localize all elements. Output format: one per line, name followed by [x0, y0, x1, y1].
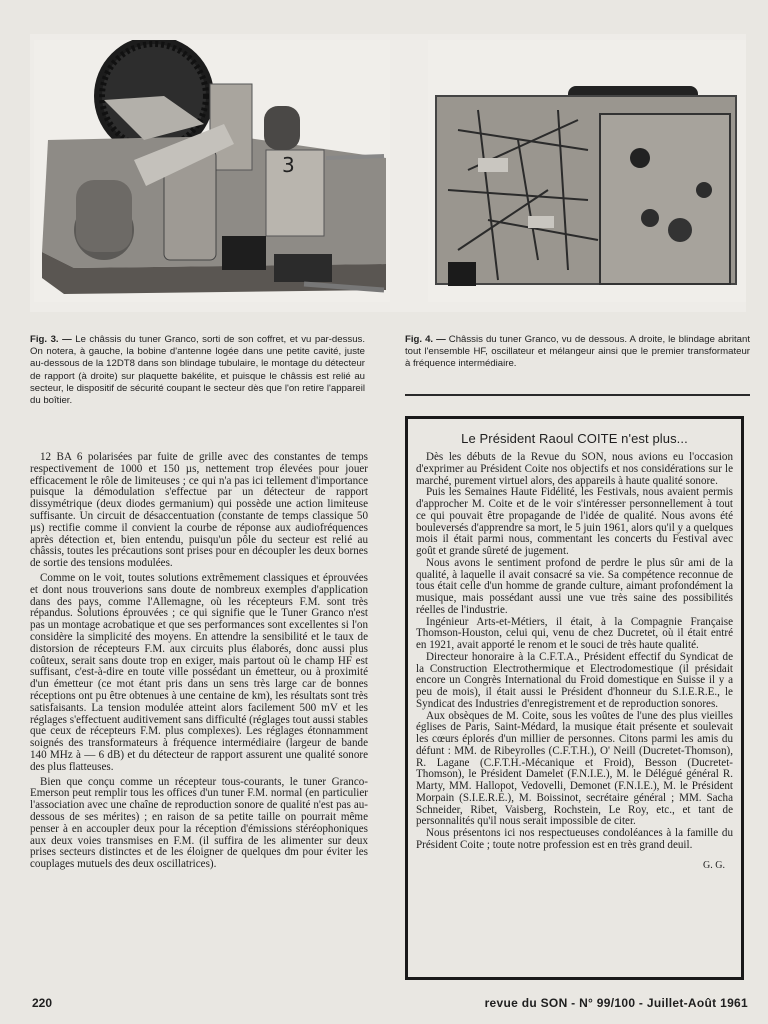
- obituary-paragraph: Puis les Semaines Haute Fidélité, les Festivals, nous avaient permis d'approcher M. Coite et de le voir s'intéresser personnellement à tout ce qui pouvait être propagande de l'idée de qualité. Nous avons été bouleversés d'apprendre sa mort, le 5 juin 1961, alors qu'il y a quelques mois il était parmi nous, commentant les concerts du Festival avec goût et grande sûreté de jugement.: [416, 486, 734, 557]
- obituary-paragraph: Nous présentons ici nos respectueuses condoléances à la famille du Président Coite ; toute notre profession est en très grand deuil.: [416, 827, 733, 851]
- photo-chassis-top: [34, 40, 390, 302]
- obituary-paragraph: Nous avons le sentiment profond de perdre le plus sûr ami de la qualité, à laquelle il avait consacré sa vie. Sa compétence reconnue de tous était celle d'un homme de grande culture, aimant profondément la musique, mais possédant aussi une vue très saine des possibilités réelles de l'industrie.: [416, 556, 733, 616]
- coil-marking: 3: [282, 153, 295, 177]
- chassis-top-illustration: [34, 40, 390, 302]
- chassis-bottom-illustration: [428, 40, 746, 302]
- obituary-title: Le Président Raoul COITE n'est plus...: [461, 431, 688, 446]
- photo-band: [30, 34, 746, 312]
- obituary-box: [405, 416, 744, 980]
- article-column: [30, 452, 368, 982]
- figure-3-caption: [30, 334, 365, 407]
- figure-3-label: Fig. 3. —: [30, 334, 72, 345]
- figure-4-text: Châssis du tuner Granco, vu de dessous. A droite, le blindage abritant tout l'ensemble HF, oscillateur et mélangeur ainsi que le premier transformateur à fréquence intermédiaire.: [405, 334, 750, 370]
- obituary-signature: G. G.: [703, 859, 725, 871]
- obituary-paragraph: Directeur honoraire à la C.F.T.A., Président effectif du Syndicat de la Construction Electrothermique et Electrodomestique (il présidait encore un Congrès International du Froid domestique en Suisse il y a peu de mois), il était aussi le Président d'honneur du S.I.E.R.E., le Syndicat des Industries d'enregistrement et de reproduction sonores.: [416, 650, 733, 710]
- figure-4-caption: [405, 334, 750, 371]
- obituary-paragraph: Aux obsèques de M. Coite, sous les voûtes de l'une des plus vieilles églises de Paris, Saint-Médard, la musique était présente et soulevait les cœurs éplorés d'un millier de personnes. Citons parmi les amis du défunt : MM. de Ribeyrolles (C.F.T.H.), O' Neill (Ducretet-Thomson), R. Lagane (C.F.T.H.-Mécanique et Froid), Besson (Ducretet-Thomson), le Président Damelet (F.N.I.E.), M. le Délégué général R. Marty, MM. Hallopot, Vedovelli, Demonet (F.N.I.E.), M. le Président Morpain (S.I.E.R.E.), M. Boissinot, secrétaire général ; MM. Sacha Schneider, Ribet, Vaisberg, Rochstein, Le Roy, etc., et tant de personnalités qu'il nous serait impossible de citer.: [416, 709, 733, 828]
- article-paragraph: Bien que conçu comme un récepteur tous-courants, le tuner Granco-Emerson peut remplir tous les offices d'un tuner F.M. normal (en particulier l'association avec une chaîne de reproduction sonore de qualité n'est pas au-dessous de ses mérites) ; en raison de sa petite taille on pourrait même penser à en accoupler deux pour la réception d'émissions stéréophoniques aux deux voies transmises en F.M. (il suffira de les alimenter sur deux prises secteurs distinctes et de les éloigner de quelques dm pour éviter les couplages mutuels des deux oscillatrices).: [30, 775, 368, 871]
- photo-chassis-bottom: [428, 40, 746, 302]
- figure-3-text: Le châssis du tuner Granco, sorti de son coffret, et vu par-dessus. On notera, à gauche, la bobine d'antenne logée dans une petite cavité, juste au-dessous de la 12DT8 dans son blindage tubulaire, le montage du détecteur de rapport (à droite) sur plaquette bakélite, et puisque le châssis est relié au secteur, le dispositif de sécurité coupant le secteur dès que l'on retire l'appareil du boîtier.: [30, 334, 365, 407]
- article-paragraph: 12 BA 6 polarisées par fuite de grille avec des constantes de temps respectivement de 1000 et 150 µs, nettement trop élevées pour jouer efficacement le rôle de limiteuses ; ce qui n'a pas ici tellement d'importance puisque la démodulation s'effectue par un détecteur de rapport dissymétrique (deux diodes germanium) qui possède une action limiteuse suffisante. Un circuit de désaccentuation (constante de temps classique 50 µs) rectifie comme il convient la courbe de réponse aux audiofréquences après détection et, bien entendu, puisqu'un pôle du secteur est relié au châssis, toutes les précautions sont prises pour en découpler les deux bornes de sortie des tensions modulées.: [30, 452, 368, 570]
- publication-footer: revue du SON - N° 99/100 - Juillet-Août 1961: [484, 996, 748, 1010]
- figure-4-label: Fig. 4. —: [405, 334, 446, 345]
- caption-divider: [405, 394, 750, 396]
- page-number: 220: [32, 996, 53, 1010]
- obituary-paragraph: Dès les débuts de la Revue du SON, nous avions eu l'occasion d'exprimer au Président Coite nos objectifs et nos considérations sur le marché, purement virtuel alors, des appareils à haute qualité sonore.: [416, 451, 733, 487]
- obituary-paragraph: Ingénieur Arts-et-Métiers, il était, à la Compagnie Française Thomson-Houston, celui qui, venu de chez Ducretet, où il était entré en 1921, avait apporté le renom et le souci de très haute qualité.: [416, 615, 733, 651]
- article-paragraph: Comme on le voit, toutes solutions extrêmement classiques et éprouvées et dont nous trouverions sans doute de nombreux exemples d'application dans des pays, comme l'Allemagne, où les récepteurs F.M. sont très répandus. Solutions éprouvées ; ce qui signifie que le Tuner Granco n'est pas un montage acrobatique et que ses performances sont excellentes si l'on considère la simplicité des moyens. En attendre la sensibilité et le taux de distorsion de récepteurs F.M. aux circuits plus élaborés, donc aussi plus coûteux, serait sans doute trop en exiger, mais partout où le champ HF est suffisant, c'est-à-dire en toute ville possédant un émetteur, ou à proximité d'un émetteur (ce mot étant pris dans un sens très large car de bonnes réceptions ont pu être obtenues à une centaine de km), les résultats sont très satisfaisants. La tension modulée atteint alors facilement 500 mV et les réglages s'effectuent auditivement sans difficulté (réglages tout aussi stables que ceux de récepteurs F.M. plus complexes). Les réglages étonnamment soignés des transformateurs à fréquence intermédiaire (largeur de bande 140 MHz à — 6 dB) et du détecteur de rapport assurent une qualité sonore des plus flatteuses.: [30, 571, 368, 773]
